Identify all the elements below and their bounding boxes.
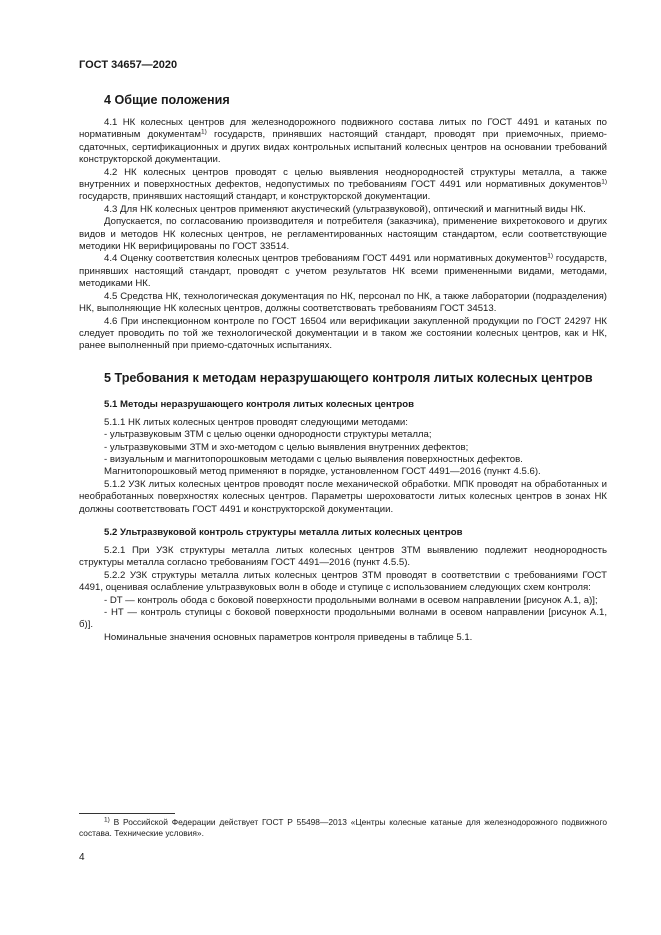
para-4-3-note: Допускается, по согласованию производителя и потребителя (заказчика), применение вихретокового и других видов и методов НК колесных центров, не регламентированных настоящим стандартом, если соответствующие методики НК верифицированы по ГОСТ 33514.: [79, 216, 607, 253]
page-number: 4: [79, 852, 85, 863]
document-header: ГОСТ 34657—2020: [79, 59, 178, 71]
subsection-5-2-title: 5.2 Ультразвуковой контроль структуры металла литых колесных центров: [104, 526, 463, 538]
list-item: - ультразвуковыми ЗТМ и эхо-методом с целью выявления внутренних дефектов;: [104, 441, 469, 453]
para-4-3: 4.3 Для НК колесных центров применяют акустический (ультразвуковой), оптический и магнитный виды НК.: [104, 203, 586, 215]
para-4-1: 4.1 НК колесных центров для железнодорожного подвижного состава литых по ГОСТ 4491 и катаных по нормативным документам$^{1)}$ государств, принявших настоящий стандарт, проводят при приемочных, приемо-сдаточных, сертификационных и других видах контрольных испытаний колесных центров на основании требований конструкторской документации.: [79, 117, 607, 166]
para-nominal: Номинальные значения основных параметров контроля приведены в таблице 5.1.: [104, 631, 473, 643]
para-4-2: 4.2 НК колесных центров проводят с целью выявления неоднородностей структуры металла, а также внутренних и поверхностных дефектов, недопустимых по требованиям ГОСТ 4491 или нормативных документов$^{1)}$ государств, принявших настоящий стандарт, и конструкторской документации.: [79, 166, 607, 203]
section-5-title: 5 Требования к методам неразрушающего контроля литых колесных центров: [104, 370, 593, 385]
footnote-text: $^{1)}$ В Российской Федерации действует ГОСТ Р 55498—2013 «Центры колесные катаные для железнодорожного подвижного состава. Технические условия».: [79, 816, 607, 838]
list-item: - ультразвуковым ЗТМ с целью оценки однородности структуры металла;: [104, 429, 432, 441]
list-item: - визуальным и магнитопорошковым методами с целью выявления поверхностных дефектов.: [104, 453, 523, 465]
document-body: [79, 92, 607, 644]
footnote-ref: 1): [601, 178, 607, 186]
para-4-5: 4.5 Средства НК, технологическая документация по НК, персонал по НК, а также лаборатории (подразделения) НК, выполняющие НК колесных центров, должны соответствовать требованиям ГОСТ 34513.: [79, 290, 607, 315]
subsection-5-1-title: 5.1 Методы неразрушающего контроля литых колесных центров: [104, 398, 414, 410]
footnote-ref: 1): [200, 128, 207, 136]
para-4-4: 4.4 Оценку соответствия колесных центров требованиям ГОСТ 4491 или нормативных документов$^{1)}$ государств, принявших настоящий стандарт, проводят с учетом результатов НК всеми примененными видами, методами, методиками НК.: [79, 252, 607, 290]
para-5-1-2: 5.1.2 УЗК литых колесных центров проводят после механической обработки. МПК проводят на обработанных и необработанных поверхностях колесных центров. Параметры шероховатости литых колесных центров в зонах НК должны соответствовать ГОСТ 4491 и конструкторской документации.: [79, 478, 607, 515]
footnote-ref: 1): [547, 252, 554, 260]
list-item-ht: - HT — контроль ступицы с боковой поверхности продольными волнами в осевом направлении [рисунок А.1, б)].: [79, 607, 607, 631]
section-4-title: 4 Общие положения: [104, 93, 230, 107]
para-5-1-1: 5.1.1 НК литых колесных центров проводят следующими методами:: [104, 416, 408, 428]
footnote-divider: [79, 813, 175, 814]
list-item-dt: - DT — контроль обода с боковой поверхности продольными волнами в осевом направлении [рисунок А.1, а)];: [104, 594, 598, 606]
para-5-2-1: 5.2.1 При УЗК структуры металла литых колесных центров ЗТМ выявлению подлежит неоднородность структуры металла согласно требованиям ГОСТ 4491—2016 (пункт 4.5.5).: [79, 544, 607, 569]
para-4-6: 4.6 При инспекционном контроле по ГОСТ 16504 или верификации закупленной продукции по ГОСТ 24297 НК следует проводить по той же технологической документации и в таком же состоянии колесных центров, как и НК, ранее выполненный при приемо-сдаточных испытаниях.: [79, 315, 607, 352]
para-5-1-1-note: Магнитопорошковый метод применяют в порядке, установленном ГОСТ 4491—2016 (пункт 4.5.6).: [104, 466, 541, 478]
footnote: [79, 813, 607, 839]
para-5-2-2: 5.2.2 УЗК структуры металла литых колесных центров ЗТМ проводят в соответствии с требованиями ГОСТ 4491, оценивая ослабление ультразвуковых волн в ободе и ступице с использованием следующих схем контроля:: [79, 569, 607, 594]
